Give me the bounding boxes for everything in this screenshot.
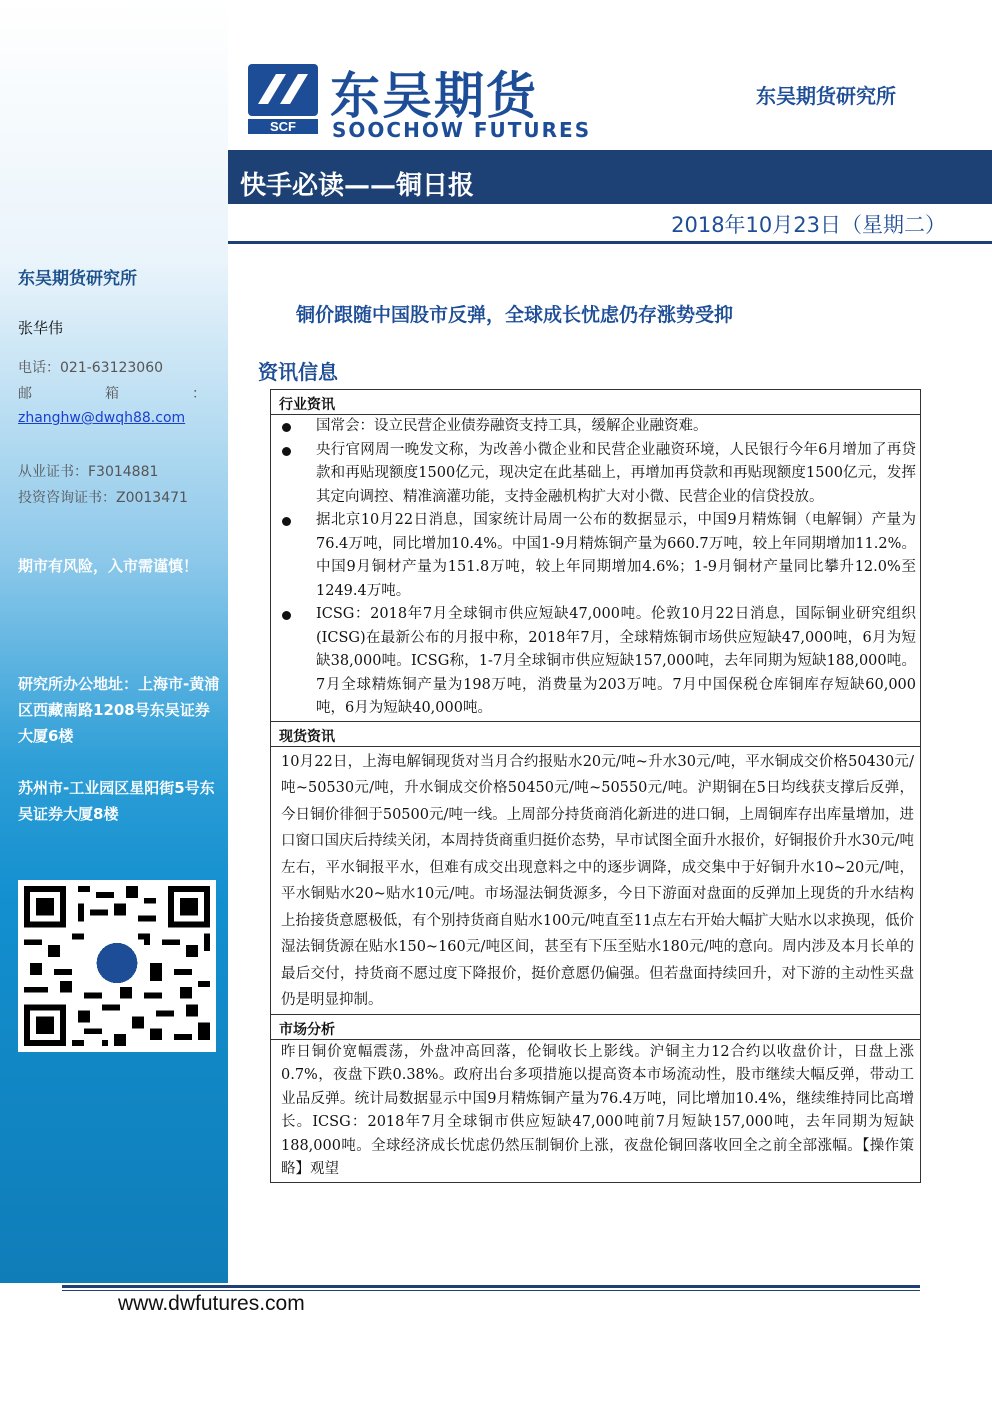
bullet-icon bbox=[282, 423, 291, 432]
footer-divider bbox=[62, 1285, 920, 1288]
mail-label: 邮 箱 ： bbox=[18, 386, 206, 402]
risk-notice: 期市有风险，入市需谨慎！ bbox=[18, 557, 199, 575]
email-link[interactable]: zhanghw@dwqh88.com bbox=[18, 410, 186, 426]
brand-name-cn: 东吴期货 bbox=[330, 67, 538, 125]
address-shanghai: 研究所办公地址：上海市-黄浦区西藏南路1208号东吴证券大厦6楼 bbox=[18, 675, 220, 745]
market-box bbox=[271, 1040, 920, 1182]
section-title: 资讯信息 bbox=[258, 360, 338, 384]
spot-box bbox=[271, 747, 920, 1015]
company-logo bbox=[248, 64, 318, 134]
industry-header: 行业资讯 bbox=[271, 390, 920, 415]
logo-abbr: SCF bbox=[270, 119, 296, 134]
phone: 电话：021-63123060 bbox=[18, 360, 164, 376]
brand-name-en: SOOCHOW FUTURES bbox=[332, 118, 592, 142]
report-title: 快手必读——铜日报 bbox=[240, 171, 475, 201]
institute-name: 东吴期货研究所 bbox=[756, 84, 896, 108]
industry-box bbox=[271, 415, 920, 722]
author-name: 张华伟 bbox=[18, 319, 64, 337]
license: 从业证书：F3014881 bbox=[18, 464, 159, 480]
market-header: 市场分析 bbox=[271, 1015, 920, 1040]
spot-text: 10月22日，上海电解铜现货对当月合约报贴水20元/吨~升水30元/吨，平水铜成交价格50430元/吨~50530元/吨，升水铜成交价格50450元/吨~50550元/吨。沪期铜在5日均线获支撑后反弹，今日铜价徘徊于50500元/吨一线。上周部分持货商消化新进的进口铜，上周铜库存出库量增加，进口窗口国庆后持续关闭，本周持货商重归挺价态势，早市试图全面升水报价，好铜报价升水30元/吨左右，平水铜报平水，但难有成交出现意料之中的逐步调降，成交集中于好铜升水10~20元/吨，平水铜贴水20~贴水10元/吨。市场湿法铜货源多，今日下游面对盘面的反弹加上现货的升水结构上抬接货意愿极低，有个别持货商自贴水100元/吨直至11点左右开始大幅扩大贴水以求换现，低价湿法铜货源在贴水150~160元/吨区间，甚至有下压至贴水180元/吨的意向。周内涉及本月长单的最后交付，持货商不愿过度下降报价，挺价意愿仍偏强。但若盘面持续回升，对下游的主动性买盘仍是明显抑制。 bbox=[281, 753, 914, 1008]
list-item: 国常会：设立民营企业债券融资支持工具，缓解企业融资难。 bbox=[271, 415, 920, 439]
sidebar bbox=[0, 0, 228, 1283]
qr-code-icon bbox=[18, 880, 216, 1052]
spot-header: 现货资讯 bbox=[271, 722, 920, 747]
bullet-icon bbox=[282, 447, 291, 456]
report-date: 2018年10月23日（星期二） bbox=[671, 213, 946, 237]
address-suzhou: 苏州市-工业园区星阳街5号东吴证券大厦8楼 bbox=[18, 779, 215, 823]
list-item: 据北京10月22日消息，国家统计局周一公布的数据显示，中国9月精炼铜（电解铜）产量为76.4万吨，同比增加10.4%。中国1-9月精炼铜产量为660.7万吨，较上年同期增加11.2%。 中国9月铜材产量为151.8万吨，较上年同期增加4.6%；1-9月铜材产量同比攀升12.0%至1249.4万吨。 bbox=[271, 509, 920, 603]
headline: 铜价跟随中国股市反弹，全球成长忧虑仍存涨势受抑 bbox=[296, 304, 734, 326]
market-text: 昨日铜价宽幅震荡，外盘冲高回落，伦铜收长上影线。沪铜主力12合约以收盘价计，日盘上涨0.7%，夜盘下跌0.38%。政府出台多项措施以提高资本市场流动性，股市继续大幅反弹，带动工业品反弹。统计局数据显示中国9月精炼铜产量为76.4万吨，同比增加10.4%，继续维持同比高增长。ICSG：2018年7月全球铜市供应短缺47,000吨前7月短缺157,000吨，去年同期为短缺188,000吨。全球经济成长忧虑仍然压制铜价上涨，夜盘伦铜回落收回全之前全部涨幅。【操作策略】观望 bbox=[281, 1043, 914, 1177]
sidebar-org: 东吴期货研究所 bbox=[18, 269, 137, 289]
industry-list bbox=[271, 415, 920, 721]
consult-license: 投资咨询证书：Z0013471 bbox=[18, 490, 188, 506]
list-item: ICSG：2018年7月全球铜市供应短缺47,000吨。伦敦10月22日消息，国际铜业研究组织(ICSG)在最新公布的月报中称，2018年7月，全球精炼铜市场供应短缺47,000吨，6月为短缺38,000吨。ICSG称，1-7月全球铜市供应短缺157,000吨，去年同期为短缺188,000吨。7月全球精炼铜产量为198万吨，消费量为203万吨。7月中国保税仓库铜库存短缺60,000吨，6月为短缺40,000吨。 bbox=[271, 603, 920, 721]
bullet-icon bbox=[282, 517, 291, 526]
content-table bbox=[270, 389, 921, 1183]
footer-divider-thin bbox=[62, 1290, 920, 1291]
bullet-icon bbox=[282, 611, 291, 620]
website-link[interactable]: www.dwfutures.com bbox=[118, 1292, 305, 1315]
list-item: 央行官网周一晚发文称，为改善小微企业和民营企业融资环境，人民银行今年6月增加了再贷款和再贴现额度1500亿元，现决定在此基础上，再增加再贷款和再贴现额度1500亿元，发挥其定向调控、精准滴灌功能，支持金融机构扩大对小微、民营企业的信贷投放。 bbox=[271, 439, 920, 510]
